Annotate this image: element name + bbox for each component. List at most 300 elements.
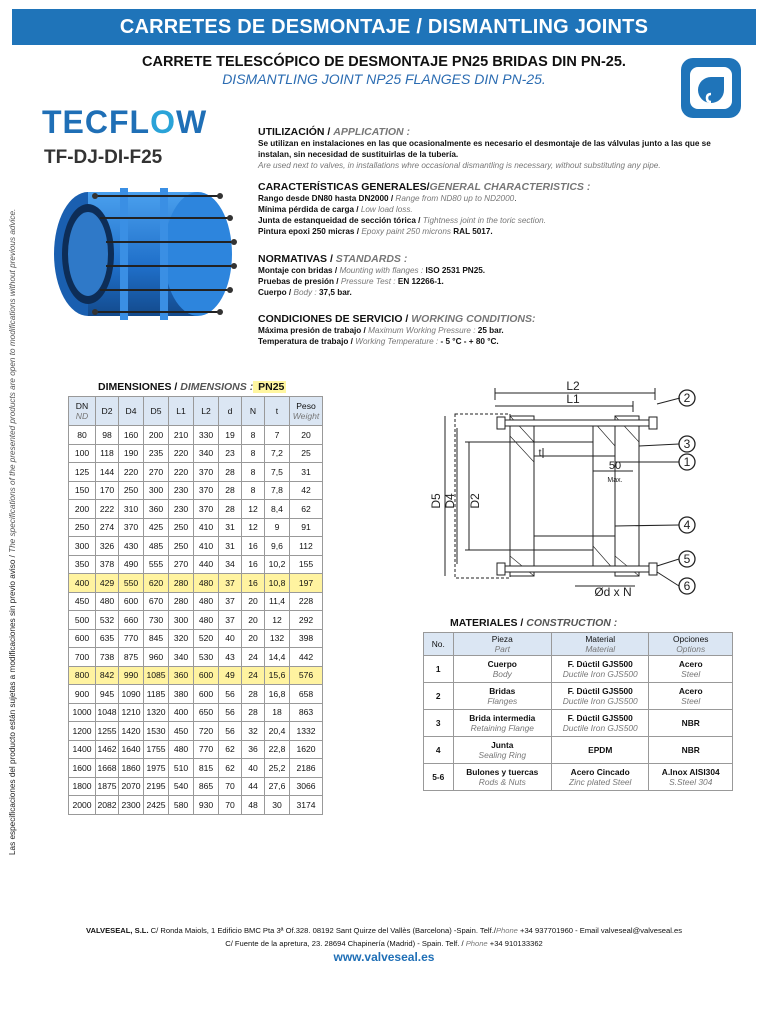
dim-header-cell: D4 bbox=[119, 397, 144, 426]
callout-6: 6 bbox=[683, 579, 691, 593]
table-cell: NBR bbox=[649, 710, 733, 737]
application-text: Se utilizan en instalaciones en las que ocasionalmente es necesario el desmontaje de las válvulas junto a las que se instalan, sin necesidad de sustituirlas de la tubería. bbox=[258, 139, 711, 159]
table-cell: 91 bbox=[290, 518, 323, 537]
table-cell: 28 bbox=[242, 685, 265, 704]
dim-header-cell: N bbox=[242, 397, 265, 426]
table-cell: 118 bbox=[96, 444, 119, 463]
conditions-heading: CONDICIONES DE SERVICIO / WORKING CONDITIONS: bbox=[258, 313, 536, 325]
dim-header-cell: t bbox=[265, 397, 290, 426]
table-cell: 450 bbox=[69, 592, 96, 611]
table-cell: 8 bbox=[242, 463, 265, 482]
table-cell: 815 bbox=[194, 759, 219, 778]
table-cell: 480 bbox=[194, 574, 219, 593]
dim-header-cell: L1 bbox=[169, 397, 194, 426]
table-cell: 1640 bbox=[119, 740, 144, 759]
table-cell: 10,2 bbox=[265, 555, 290, 574]
dim-header-cell: D2 bbox=[96, 397, 119, 426]
materials-title: MATERIALES / CONSTRUCTION : bbox=[450, 617, 618, 629]
dim-max-label: Max. bbox=[607, 477, 623, 484]
table-cell: 1875 bbox=[96, 777, 119, 796]
table-row bbox=[69, 629, 323, 648]
table-row bbox=[69, 518, 323, 537]
table-cell: 658 bbox=[290, 685, 323, 704]
table-cell: 990 bbox=[119, 666, 144, 685]
table-cell: 250 bbox=[69, 518, 96, 537]
table-cell: 30 bbox=[265, 796, 290, 815]
table-cell: 1185 bbox=[144, 685, 169, 704]
table-cell: 738 bbox=[96, 648, 119, 667]
table-cell: 37 bbox=[219, 574, 242, 593]
callout-4: 4 bbox=[683, 518, 691, 532]
table-cell: 3174 bbox=[290, 796, 323, 815]
table-cell: 410 bbox=[194, 537, 219, 556]
table-cell: 16 bbox=[242, 537, 265, 556]
standards-heading: NORMATIVAS / STANDARDS : bbox=[258, 253, 408, 265]
table-cell: 16 bbox=[242, 555, 265, 574]
table-cell: 300 bbox=[69, 537, 96, 556]
table-row bbox=[424, 710, 733, 737]
mat-header-cell: Pieza Part bbox=[453, 633, 551, 656]
table-cell: 490 bbox=[119, 555, 144, 574]
table-cell: 2082 bbox=[96, 796, 119, 815]
table-cell: 370 bbox=[194, 500, 219, 519]
table-cell: 770 bbox=[194, 740, 219, 759]
table-cell: 150 bbox=[69, 481, 96, 500]
callout-3: 3 bbox=[683, 437, 691, 451]
table-cell: 370 bbox=[119, 518, 144, 537]
table-cell: 326 bbox=[96, 537, 119, 556]
table-cell: 1620 bbox=[290, 740, 323, 759]
table-cell: 28 bbox=[219, 481, 242, 500]
table-cell: 1420 bbox=[119, 722, 144, 741]
banner-header bbox=[12, 9, 756, 45]
materials-table bbox=[423, 632, 733, 791]
dim-d5-label: D5 bbox=[429, 493, 443, 509]
table-cell: 7,2 bbox=[265, 444, 290, 463]
table-cell: 34 bbox=[219, 555, 242, 574]
table-cell: 1000 bbox=[69, 703, 96, 722]
table-cell: 31 bbox=[219, 518, 242, 537]
table-cell: 235 bbox=[144, 444, 169, 463]
dim-d4-label: D4 bbox=[443, 493, 457, 509]
table-cell: 1755 bbox=[144, 740, 169, 759]
table-cell: 28 bbox=[219, 500, 242, 519]
table-cell: 340 bbox=[194, 444, 219, 463]
condition-item: Máxima presión de trabajo / Maximum Working Pressure : 25 bar. bbox=[258, 326, 504, 335]
table-cell: 380 bbox=[169, 685, 194, 704]
characteristic-item: Mínima pérdida de carga / Low load loss. bbox=[258, 205, 413, 214]
table-cell: 1975 bbox=[144, 759, 169, 778]
dim-d2-label: D2 bbox=[468, 493, 482, 509]
table-cell: 620 bbox=[144, 574, 169, 593]
table-cell: 98 bbox=[96, 426, 119, 445]
dim-t-label: t bbox=[538, 448, 542, 459]
table-cell: 576 bbox=[290, 666, 323, 685]
table-cell: 20 bbox=[242, 611, 265, 630]
table-cell: 945 bbox=[96, 685, 119, 704]
table-row bbox=[424, 683, 733, 710]
table-cell: 1200 bbox=[69, 722, 96, 741]
table-cell: 875 bbox=[119, 648, 144, 667]
dim-header-cell: L2 bbox=[194, 397, 219, 426]
table-cell: 18 bbox=[265, 703, 290, 722]
table-cell: F. Dúctil GJS500 Ductile Iron GJS500 bbox=[552, 683, 649, 710]
application-heading: UTILIZACIÓN / APPLICATION : bbox=[258, 126, 411, 138]
table-cell: Acero Steel bbox=[649, 683, 733, 710]
table-row bbox=[69, 648, 323, 667]
table-cell: 1 bbox=[424, 656, 454, 683]
standard-item: Pruebas de presión / Pressure Test : EN 12266-1. bbox=[258, 277, 444, 286]
table-cell: 170 bbox=[96, 481, 119, 500]
table-cell: 7 bbox=[265, 426, 290, 445]
table-cell: 56 bbox=[219, 685, 242, 704]
table-cell: 400 bbox=[169, 703, 194, 722]
table-row bbox=[69, 703, 323, 722]
table-cell: 31 bbox=[219, 537, 242, 556]
table-cell: 400 bbox=[69, 574, 96, 593]
table-cell: 540 bbox=[169, 777, 194, 796]
table-cell: 19 bbox=[219, 426, 242, 445]
table-cell: 1860 bbox=[119, 759, 144, 778]
table-cell: 200 bbox=[69, 500, 96, 519]
table-cell: F. Dúctil GJS500 Ductile Iron GJS500 bbox=[552, 710, 649, 737]
condition-item: Temperatura de trabajo / Working Temperature : - 5 °C - + 80 °C. bbox=[258, 337, 499, 346]
technical-drawing bbox=[425, 376, 705, 596]
table-row bbox=[69, 592, 323, 611]
table-cell: 4 bbox=[424, 737, 454, 764]
table-cell: 600 bbox=[69, 629, 96, 648]
product-image bbox=[40, 178, 240, 328]
table-cell: 480 bbox=[194, 611, 219, 630]
mat-header-cell: Opciones Options bbox=[649, 633, 733, 656]
table-cell: 500 bbox=[69, 611, 96, 630]
table-row bbox=[69, 555, 323, 574]
table-cell: 450 bbox=[169, 722, 194, 741]
table-cell: 44 bbox=[242, 777, 265, 796]
table-cell: 270 bbox=[169, 555, 194, 574]
dim-gap-label: 50 bbox=[608, 460, 622, 472]
table-cell: 24 bbox=[242, 648, 265, 667]
table-cell: 220 bbox=[169, 463, 194, 482]
table-cell: 8 bbox=[242, 444, 265, 463]
table-cell: 580 bbox=[169, 796, 194, 815]
table-cell: 12 bbox=[265, 611, 290, 630]
table-cell: 250 bbox=[169, 518, 194, 537]
table-cell: 720 bbox=[194, 722, 219, 741]
table-cell: 56 bbox=[219, 703, 242, 722]
table-cell: 842 bbox=[96, 666, 119, 685]
water-drop-icon bbox=[681, 58, 741, 118]
table-cell: 1085 bbox=[144, 666, 169, 685]
characteristics-section bbox=[258, 182, 738, 237]
table-row bbox=[69, 740, 323, 759]
table-cell: 3 bbox=[424, 710, 454, 737]
table-cell: Brida intermedia Retaining Flange bbox=[453, 710, 551, 737]
table-row bbox=[69, 537, 323, 556]
characteristic-item: Pintura epoxi 250 micras / Epoxy paint 250 microns RAL 5017. bbox=[258, 227, 493, 236]
table-cell: 20,4 bbox=[265, 722, 290, 741]
table-cell: 16,8 bbox=[265, 685, 290, 704]
table-cell: 62 bbox=[219, 740, 242, 759]
table-row bbox=[69, 666, 323, 685]
conditions-section bbox=[258, 314, 738, 347]
table-cell: 270 bbox=[144, 463, 169, 482]
table-cell: 3066 bbox=[290, 777, 323, 796]
table-cell: 440 bbox=[194, 555, 219, 574]
table-cell: 600 bbox=[119, 592, 144, 611]
table-cell: 2425 bbox=[144, 796, 169, 815]
table-row bbox=[424, 656, 733, 683]
table-cell: Acero Steel bbox=[649, 656, 733, 683]
table-cell: 480 bbox=[96, 592, 119, 611]
dim-header-cell: d bbox=[219, 397, 242, 426]
table-cell: 320 bbox=[169, 629, 194, 648]
table-cell: 360 bbox=[169, 666, 194, 685]
table-cell: 650 bbox=[194, 703, 219, 722]
table-cell: 16 bbox=[242, 574, 265, 593]
table-cell: 28 bbox=[219, 463, 242, 482]
table-cell: 442 bbox=[290, 648, 323, 667]
dim-l2-label: L2 bbox=[566, 379, 580, 393]
application-section bbox=[258, 127, 738, 171]
table-row bbox=[69, 574, 323, 593]
table-cell: 274 bbox=[96, 518, 119, 537]
table-cell: 25,2 bbox=[265, 759, 290, 778]
table-cell: 12 bbox=[242, 500, 265, 519]
table-cell: 8,4 bbox=[265, 500, 290, 519]
table-cell: 7,8 bbox=[265, 481, 290, 500]
standards-section bbox=[258, 254, 738, 298]
table-cell: 20 bbox=[290, 426, 323, 445]
table-cell: 160 bbox=[119, 426, 144, 445]
table-cell: 280 bbox=[169, 574, 194, 593]
dim-header-cell: D5 bbox=[144, 397, 169, 426]
table-cell: 2070 bbox=[119, 777, 144, 796]
table-row bbox=[69, 685, 323, 704]
table-cell: 40 bbox=[242, 759, 265, 778]
table-cell: 70 bbox=[219, 777, 242, 796]
table-row bbox=[69, 722, 323, 741]
table-cell: 1400 bbox=[69, 740, 96, 759]
table-cell: 600 bbox=[194, 685, 219, 704]
table-cell: 1320 bbox=[144, 703, 169, 722]
dimensions-title: DIMENSIONES / DIMENSIONS : PN25 bbox=[98, 381, 285, 393]
footer-address-2: C/ Fuente de la apretura, 23. 28694 Chapinería (Madrid) - Spain. Telf. / Phone +34 910133362 bbox=[225, 939, 543, 948]
table-cell: 200 bbox=[144, 426, 169, 445]
table-cell: 1048 bbox=[96, 703, 119, 722]
table-cell: 23 bbox=[219, 444, 242, 463]
table-cell: 28 bbox=[242, 703, 265, 722]
product-subtitle: DISMANTLING JOINT NP25 FLANGES DIN PN-25. bbox=[222, 71, 546, 87]
table-cell: 1462 bbox=[96, 740, 119, 759]
table-cell: 300 bbox=[144, 481, 169, 500]
table-cell: 155 bbox=[290, 555, 323, 574]
table-cell: 520 bbox=[194, 629, 219, 648]
table-cell: 1800 bbox=[69, 777, 96, 796]
table-cell: 210 bbox=[169, 426, 194, 445]
brand-logo: TECFLOW bbox=[42, 104, 208, 140]
table-cell: F. Dúctil GJS500 Ductile Iron GJS500 bbox=[552, 656, 649, 683]
table-cell: 230 bbox=[169, 481, 194, 500]
table-cell: 5-6 bbox=[424, 764, 454, 791]
characteristic-item: Rango desde DN80 hasta DN2000 / Range from ND80 up to ND2000. bbox=[258, 194, 517, 203]
table-cell: Acero Cincado Zinc plated Steel bbox=[552, 764, 649, 791]
table-cell: 670 bbox=[144, 592, 169, 611]
table-cell: 222 bbox=[96, 500, 119, 519]
table-cell: 770 bbox=[119, 629, 144, 648]
table-cell: Junta Sealing Ring bbox=[453, 737, 551, 764]
table-cell: 555 bbox=[144, 555, 169, 574]
table-cell: 100 bbox=[69, 444, 96, 463]
table-cell: 1332 bbox=[290, 722, 323, 741]
table-cell: 532 bbox=[96, 611, 119, 630]
table-row bbox=[69, 426, 323, 445]
table-cell: 250 bbox=[119, 481, 144, 500]
table-cell: 31 bbox=[290, 463, 323, 482]
table-cell: 197 bbox=[290, 574, 323, 593]
table-cell: 14,4 bbox=[265, 648, 290, 667]
table-cell: 112 bbox=[290, 537, 323, 556]
table-cell: 37 bbox=[219, 592, 242, 611]
table-cell: 1530 bbox=[144, 722, 169, 741]
table-cell: 25 bbox=[290, 444, 323, 463]
table-cell: 340 bbox=[169, 648, 194, 667]
table-row bbox=[69, 777, 323, 796]
table-row bbox=[69, 444, 323, 463]
table-row bbox=[69, 481, 323, 500]
table-cell: 43 bbox=[219, 648, 242, 667]
table-cell: 1668 bbox=[96, 759, 119, 778]
table-row bbox=[424, 764, 733, 791]
product-title: CARRETE TELESCÓPICO DE DESMONTAJE PN25 BRIDAS DIN PN-25. bbox=[142, 54, 626, 70]
dim-header-cell: Peso Weight bbox=[290, 397, 323, 426]
table-cell: 220 bbox=[169, 444, 194, 463]
table-cell: 485 bbox=[144, 537, 169, 556]
table-cell: 42 bbox=[290, 481, 323, 500]
table-row bbox=[69, 759, 323, 778]
table-cell: 730 bbox=[144, 611, 169, 630]
website-link[interactable]: www.valveseal.es bbox=[333, 950, 435, 964]
table-cell: 190 bbox=[119, 444, 144, 463]
table-cell: 9,6 bbox=[265, 537, 290, 556]
mat-header-cell: Material Material bbox=[552, 633, 649, 656]
table-cell: 228 bbox=[290, 592, 323, 611]
table-cell: 1090 bbox=[119, 685, 144, 704]
table-cell: 398 bbox=[290, 629, 323, 648]
table-cell: EPDM bbox=[552, 737, 649, 764]
table-cell: 429 bbox=[96, 574, 119, 593]
standard-item: Montaje con bridas / Mounting with flanges : ISO 2531 PN25. bbox=[258, 266, 486, 275]
table-row bbox=[69, 796, 323, 815]
table-cell: 378 bbox=[96, 555, 119, 574]
callout-5: 5 bbox=[683, 552, 691, 566]
table-cell: 370 bbox=[194, 481, 219, 500]
callout-1: 1 bbox=[683, 455, 691, 469]
table-cell: 510 bbox=[169, 759, 194, 778]
table-cell: 330 bbox=[194, 426, 219, 445]
table-cell: 960 bbox=[144, 648, 169, 667]
table-cell: 900 bbox=[69, 685, 96, 704]
table-cell: 280 bbox=[169, 592, 194, 611]
table-cell: 1210 bbox=[119, 703, 144, 722]
table-cell: 660 bbox=[119, 611, 144, 630]
table-cell: 930 bbox=[194, 796, 219, 815]
footer-address-1: VALVESEAL, S.L. C/ Ronda Maiols, 1 Edificio BMC Pta 3ª Of.328. 08192 Sant Quirze del Vallès (Barcelona) -Spain. Telf./Phone +34 937701960 - Email valveseal@valveseal.es bbox=[85, 926, 683, 935]
table-cell: 425 bbox=[144, 518, 169, 537]
table-cell: 220 bbox=[119, 463, 144, 482]
table-cell: 600 bbox=[194, 666, 219, 685]
table-header-row bbox=[424, 633, 733, 656]
table-cell: 8 bbox=[242, 481, 265, 500]
table-row bbox=[69, 500, 323, 519]
table-cell: 70 bbox=[219, 796, 242, 815]
side-notice: Las especificaciones del producto están sujetas a modificaciones sin previo aviso / The specifications of the presented products are open to modifications without previous advice. bbox=[8, 208, 17, 855]
table-cell: 24 bbox=[242, 666, 265, 685]
table-cell: 550 bbox=[119, 574, 144, 593]
table-cell: 22,8 bbox=[265, 740, 290, 759]
table-cell: 530 bbox=[194, 648, 219, 667]
table-cell: 62 bbox=[219, 759, 242, 778]
table-cell: 15,6 bbox=[265, 666, 290, 685]
table-cell: 56 bbox=[219, 722, 242, 741]
table-cell: Bridas Flanges bbox=[453, 683, 551, 710]
table-cell: Cuerpo Body bbox=[453, 656, 551, 683]
table-row bbox=[424, 737, 733, 764]
table-cell: 8 bbox=[242, 426, 265, 445]
table-cell: 20 bbox=[242, 592, 265, 611]
table-cell: 49 bbox=[219, 666, 242, 685]
table-cell: Bulones y tuercas Rods & Nuts bbox=[453, 764, 551, 791]
table-cell: 865 bbox=[194, 777, 219, 796]
table-cell: 480 bbox=[194, 592, 219, 611]
model-code: TF-DJ-DI-F25 bbox=[44, 147, 163, 168]
table-cell: 48 bbox=[242, 796, 265, 815]
table-header-row bbox=[69, 397, 323, 426]
table-cell: 1600 bbox=[69, 759, 96, 778]
dim-header-cell: DN ND bbox=[69, 397, 96, 426]
table-cell: 36 bbox=[242, 740, 265, 759]
table-cell: 9 bbox=[265, 518, 290, 537]
table-cell: 430 bbox=[119, 537, 144, 556]
table-cell: 350 bbox=[69, 555, 96, 574]
table-cell: 2300 bbox=[119, 796, 144, 815]
table-cell: 292 bbox=[290, 611, 323, 630]
table-cell: 370 bbox=[194, 463, 219, 482]
table-cell: 360 bbox=[144, 500, 169, 519]
table-cell: 20 bbox=[242, 629, 265, 648]
application-text-en: Are used next to valves, in installations whre occasional dismantling is necessary, without substituting any pipe. bbox=[258, 161, 661, 170]
table-cell: 40 bbox=[219, 629, 242, 648]
table-cell: 2195 bbox=[144, 777, 169, 796]
table-cell: 700 bbox=[69, 648, 96, 667]
table-cell: 845 bbox=[144, 629, 169, 648]
table-cell: 10,8 bbox=[265, 574, 290, 593]
dim-l1-label: L1 bbox=[566, 392, 580, 406]
table-cell: 144 bbox=[96, 463, 119, 482]
table-cell: 132 bbox=[265, 629, 290, 648]
table-row bbox=[69, 611, 323, 630]
table-cell: 27,6 bbox=[265, 777, 290, 796]
table-cell: A.Inox AISI304 S.Steel 304 bbox=[649, 764, 733, 791]
dimensions-table bbox=[68, 396, 323, 815]
table-cell: 300 bbox=[169, 611, 194, 630]
table-cell: 2 bbox=[424, 683, 454, 710]
table-cell: 1255 bbox=[96, 722, 119, 741]
table-cell: 410 bbox=[194, 518, 219, 537]
table-cell: 62 bbox=[290, 500, 323, 519]
table-cell: 863 bbox=[290, 703, 323, 722]
table-cell: 480 bbox=[169, 740, 194, 759]
